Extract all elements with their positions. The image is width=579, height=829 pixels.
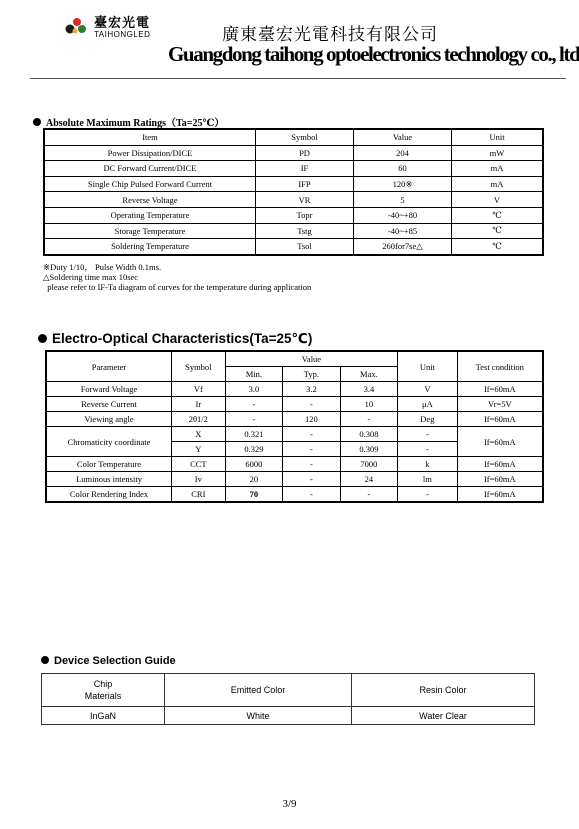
chip-header-line1: Chip	[93, 679, 113, 689]
table-cell: Viewing angle	[46, 412, 172, 427]
column-header: Resin Color	[352, 674, 535, 707]
table-cell: 20	[225, 472, 283, 487]
table-cell: mA	[452, 161, 544, 177]
table-cell: VR	[256, 192, 354, 208]
table-cell: CRI	[172, 487, 226, 503]
table-cell: Color Rendering Index	[46, 487, 172, 503]
table-cell: 60	[354, 161, 452, 177]
logo-chinese-name: 臺宏光電	[94, 15, 151, 30]
table-cell: -	[398, 442, 457, 457]
table-row	[44, 239, 543, 255]
column-header: Typ.	[283, 367, 340, 382]
table-cell: -	[283, 442, 340, 457]
note-soldering: △Soldering time max 10sec	[43, 272, 139, 282]
table-cell: PD	[256, 145, 354, 161]
table-row	[46, 397, 543, 412]
table-cell: -40~+80	[354, 207, 452, 223]
table-cell: -	[225, 397, 283, 412]
table-cell: 260for7se△	[354, 239, 452, 255]
table-header-row	[46, 351, 543, 367]
table-cell: Ir	[172, 397, 226, 412]
table-cell: Tstg	[256, 223, 354, 239]
table-cell: -	[340, 412, 398, 427]
table-cell: Power Dissipation/DICE	[44, 145, 256, 161]
table-cell: CCT	[172, 457, 226, 472]
column-header: Value	[354, 129, 452, 145]
device-selection-table	[41, 673, 535, 725]
table-cell: Chromaticity coordinate	[46, 427, 172, 457]
table-cell: -	[283, 427, 340, 442]
column-header: Emitted Color	[165, 674, 352, 707]
table-row	[44, 145, 543, 161]
table-row	[44, 207, 543, 223]
table-row	[46, 427, 543, 442]
column-header: Item	[44, 129, 256, 145]
table-cell: 0.329	[225, 442, 283, 457]
column-header: Test condition	[457, 351, 543, 382]
note-reference: please refer to IF-Ta diagram of curves for the temperature during application	[43, 282, 312, 292]
table-cell: Soldering Temperature	[44, 239, 256, 255]
table-cell: White	[165, 707, 352, 725]
header-divider	[30, 78, 566, 79]
table-cell: If=60mA	[457, 412, 543, 427]
logo-english-name: TAIHONGLED	[94, 30, 151, 39]
column-header: Max.	[340, 367, 398, 382]
table-cell: Tsol	[256, 239, 354, 255]
table-cell: 0.309	[340, 442, 398, 457]
table-cell: If=60mA	[457, 382, 543, 397]
table-cell: If=60mA	[457, 457, 543, 472]
table-cell: Vf	[172, 382, 226, 397]
table-cell: Y	[172, 442, 226, 457]
table-cell: Color Temperature	[46, 457, 172, 472]
table-cell: 0.308	[340, 427, 398, 442]
section-title-electro-optical: Electro-Optical Characteristics(Ta=25℃)	[38, 331, 312, 347]
table-cell: -	[340, 487, 398, 503]
table-cell: DC Forward Current/DICE	[44, 161, 256, 177]
column-header: Value	[225, 351, 398, 367]
table-cell: V	[398, 382, 457, 397]
note-duty: ※Duty 1/10， Pulse Width 0.1ms.	[43, 262, 162, 272]
table-cell: Topr	[256, 207, 354, 223]
table-cell: -	[398, 487, 457, 503]
table-cell: 0.321	[225, 427, 283, 442]
table-cell: -	[225, 412, 283, 427]
table-row	[44, 223, 543, 239]
table-cell: Reverse Current	[46, 397, 172, 412]
table-cell: -	[283, 472, 340, 487]
table-cell: mA	[452, 176, 544, 192]
table-cell: μA	[398, 397, 457, 412]
table-cell: Storage Temperature	[44, 223, 256, 239]
table-cell: Vr=5V	[457, 397, 543, 412]
table-row	[46, 382, 543, 397]
table-cell: 120	[283, 412, 340, 427]
table-row	[46, 472, 543, 487]
table-cell: -	[283, 487, 340, 503]
electro-optical-table	[45, 350, 544, 503]
table-cell: X	[172, 427, 226, 442]
table-header-row	[42, 674, 535, 707]
table-cell: InGaN	[42, 707, 165, 725]
bullet-icon	[41, 656, 49, 664]
table-cell: If=60mA	[457, 427, 543, 457]
table-cell: Reverse Voltage	[44, 192, 256, 208]
table-cell: -40~+85	[354, 223, 452, 239]
table-cell: 7000	[340, 457, 398, 472]
table-row	[42, 707, 535, 725]
table-cell: 6000	[225, 457, 283, 472]
table-row	[44, 192, 543, 208]
table-cell: ℃	[452, 207, 544, 223]
table-cell: Single Chip Pulsed Forward Current	[44, 176, 256, 192]
table-row	[46, 487, 543, 503]
company-name-chinese: 廣東臺宏光電科技有限公司	[222, 25, 438, 44]
column-header	[42, 674, 165, 707]
table-cell: Deg	[398, 412, 457, 427]
table-cell: Luminous intensity	[46, 472, 172, 487]
table-cell: 10	[340, 397, 398, 412]
table-cell: Operating Temperature	[44, 207, 256, 223]
table-cell: 3.2	[283, 382, 340, 397]
section-title-device-selection: Device Selection Guide	[41, 655, 176, 667]
table-cell: 3.0	[225, 382, 283, 397]
column-header: Symbol	[256, 129, 354, 145]
ratings-notes	[43, 262, 311, 292]
table-cell: 120※	[354, 176, 452, 192]
table-cell: -	[398, 427, 457, 442]
page-number: 3/9	[282, 798, 297, 810]
chip-header-line2: Materials	[84, 691, 122, 701]
column-header: Symbol	[172, 351, 226, 382]
bullet-icon	[38, 334, 47, 343]
table-cell: IFP	[256, 176, 354, 192]
table-cell: 5	[354, 192, 452, 208]
table-cell: V	[452, 192, 544, 208]
bullet-icon	[33, 118, 41, 126]
table-cell: 3.4	[340, 382, 398, 397]
table-row	[46, 412, 543, 427]
column-header: Unit	[452, 129, 544, 145]
table-cell: -	[283, 397, 340, 412]
table-cell: If=60mA	[457, 472, 543, 487]
table-cell: Forward Voltage	[46, 382, 172, 397]
table-cell: 204	[354, 145, 452, 161]
column-header: Min.	[225, 367, 283, 382]
table-cell: mW	[452, 145, 544, 161]
table-cell: 24	[340, 472, 398, 487]
table-cell: lm	[398, 472, 457, 487]
table-row	[44, 176, 543, 192]
table-cell: 2θ1/2	[172, 412, 226, 427]
absolute-max-ratings-table	[43, 128, 544, 256]
table-cell: Iv	[172, 472, 226, 487]
table-cell: If=60mA	[457, 487, 543, 503]
table-cell: Water Clear	[352, 707, 535, 725]
table-cell: IF	[256, 161, 354, 177]
table-header-row	[44, 129, 543, 145]
table-cell: ℃	[452, 239, 544, 255]
table-row	[44, 161, 543, 177]
table-cell: k	[398, 457, 457, 472]
table-cell: -	[283, 457, 340, 472]
table-cell: ℃	[452, 223, 544, 239]
column-header: Parameter	[46, 351, 172, 382]
table-cell: 70	[225, 487, 283, 503]
column-header: Unit	[398, 351, 457, 382]
company-name-english: Guangdong taihong optoelectronics technology co., ltd	[168, 42, 579, 66]
table-row	[46, 457, 543, 472]
logo-icon	[64, 14, 90, 36]
section-title-absolute-max: Absolute Maximum Ratings（Ta=25℃）	[33, 114, 224, 129]
